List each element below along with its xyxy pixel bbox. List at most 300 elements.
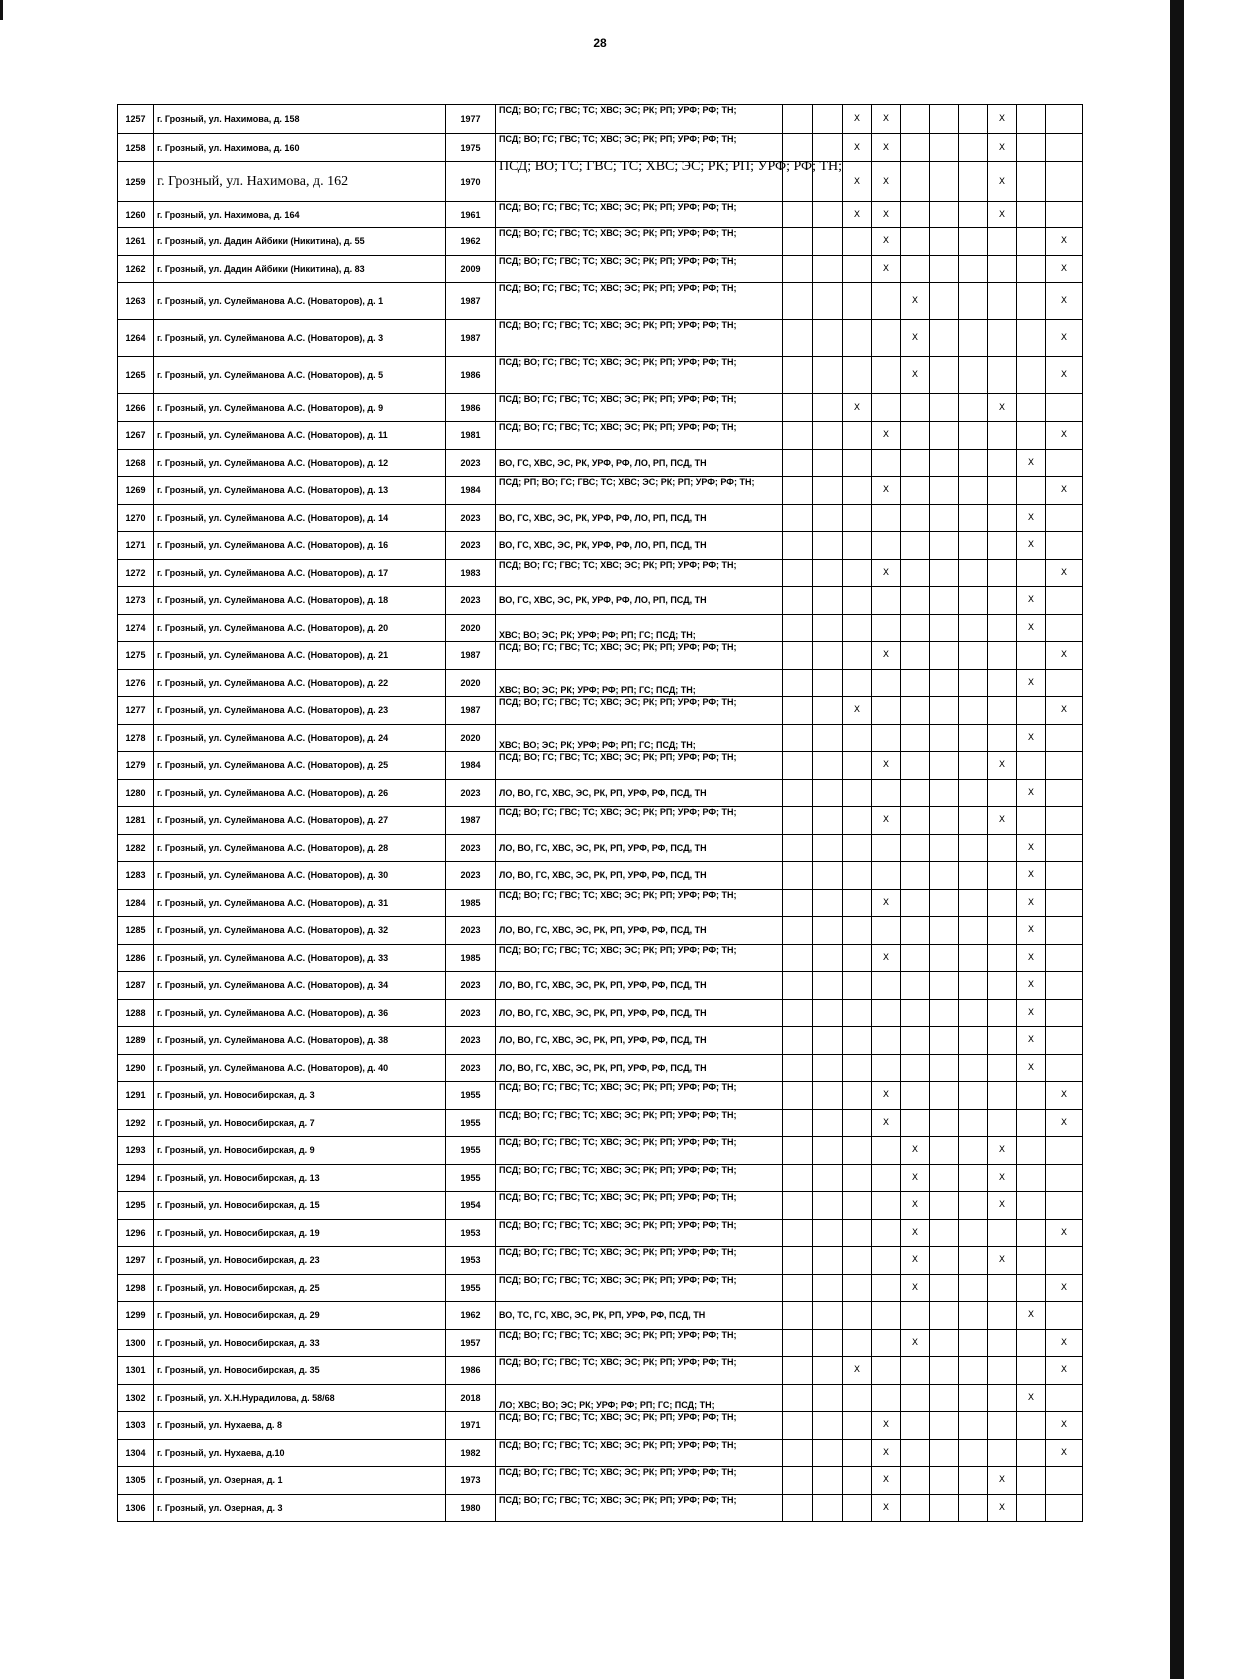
address-cell: г. Грозный, ул. Сулейманова А.С. (Новаторов), д. 20 xyxy=(154,614,446,642)
work-mark-cell xyxy=(959,999,988,1027)
work-mark-cell xyxy=(1017,697,1046,725)
work-mark-cell xyxy=(843,724,872,752)
year-cell: 1971 xyxy=(446,1412,496,1440)
empty-cell xyxy=(1083,1329,1237,1357)
work-mark-cell xyxy=(872,320,901,357)
work-mark-cell xyxy=(813,779,843,807)
work-mark-cell: X xyxy=(1017,532,1046,560)
work-mark-cell xyxy=(1046,587,1083,615)
work-mark-cell xyxy=(783,559,813,587)
year-cell: 1961 xyxy=(446,202,496,228)
work-mark-cell: X xyxy=(1017,779,1046,807)
work-mark-cell xyxy=(783,1219,813,1247)
work-mark-cell xyxy=(813,1329,843,1357)
address-cell: г. Грозный, ул. Сулейманова А.С. (Новаторов), д. 11 xyxy=(154,422,446,450)
work-mark-cell xyxy=(1017,228,1046,256)
work-mark-cell xyxy=(901,669,930,697)
work-mark-cell xyxy=(843,283,872,320)
work-mark-cell xyxy=(959,134,988,162)
work-mark-cell xyxy=(930,162,959,202)
work-mark-cell xyxy=(813,394,843,422)
work-mark-cell xyxy=(901,559,930,587)
work-mark-cell: X xyxy=(872,1412,901,1440)
row-number: 1302 xyxy=(118,1384,154,1412)
address-cell: г. Грозный, ул. Сулейманова А.С. (Новаторов), д. 3 xyxy=(154,320,446,357)
row-number: 1304 xyxy=(118,1439,154,1467)
row-number: 1263 xyxy=(118,283,154,320)
table-row xyxy=(118,1192,1237,1220)
work-mark-cell xyxy=(1017,1494,1046,1522)
work-mark-cell xyxy=(783,1439,813,1467)
empty-cell xyxy=(1083,807,1237,835)
work-mark-cell xyxy=(783,614,813,642)
work-mark-cell xyxy=(959,504,988,532)
work-mark-cell xyxy=(783,1357,813,1385)
address-cell: г. Грозный, ул. Сулейманова А.С. (Новаторов), д. 21 xyxy=(154,642,446,670)
work-mark-cell xyxy=(930,999,959,1027)
work-mark-cell xyxy=(783,917,813,945)
empty-cell xyxy=(1083,1357,1237,1385)
address-cell: г. Грозный, ул. Нахимова, д. 160 xyxy=(154,134,446,162)
work-mark-cell: X xyxy=(872,1467,901,1495)
work-mark-cell: X xyxy=(988,105,1017,134)
work-mark-cell xyxy=(901,1027,930,1055)
empty-cell xyxy=(1083,724,1237,752)
work-mark-cell xyxy=(930,134,959,162)
table-row xyxy=(118,477,1237,505)
work-mark-cell xyxy=(843,972,872,1000)
work-mark-cell xyxy=(783,1467,813,1495)
work-mark-cell xyxy=(872,1192,901,1220)
works-list-cell: ПСД; ВО; ГС; ГВС; ТС; ХВС; ЭС; РК; РП; УРФ; РФ; ТН; xyxy=(496,1357,783,1385)
work-mark-cell: X xyxy=(1017,1302,1046,1330)
year-cell: 1987 xyxy=(446,807,496,835)
work-mark-cell: X xyxy=(901,1219,930,1247)
table-row xyxy=(118,134,1237,162)
registry-body xyxy=(118,105,1237,1522)
work-mark-cell: X xyxy=(901,1329,930,1357)
work-mark-cell xyxy=(1046,1247,1083,1275)
work-mark-cell xyxy=(1017,752,1046,780)
work-mark-cell: X xyxy=(843,105,872,134)
work-mark-cell xyxy=(843,779,872,807)
row-number: 1281 xyxy=(118,807,154,835)
scan-corner-mark xyxy=(0,0,3,20)
work-mark-cell xyxy=(1017,642,1046,670)
work-mark-cell xyxy=(843,1109,872,1137)
work-mark-cell xyxy=(988,972,1017,1000)
work-mark-cell xyxy=(930,105,959,134)
work-mark-cell xyxy=(930,283,959,320)
work-mark-cell xyxy=(930,1247,959,1275)
work-mark-cell xyxy=(959,1247,988,1275)
work-mark-cell xyxy=(988,1302,1017,1330)
empty-cell xyxy=(1083,944,1237,972)
work-mark-cell xyxy=(959,105,988,134)
work-mark-cell xyxy=(813,999,843,1027)
year-cell: 1955 xyxy=(446,1109,496,1137)
work-mark-cell xyxy=(930,320,959,357)
row-number: 1275 xyxy=(118,642,154,670)
work-mark-cell xyxy=(959,422,988,450)
row-number: 1271 xyxy=(118,532,154,560)
work-mark-cell xyxy=(901,1054,930,1082)
work-mark-cell: X xyxy=(1017,972,1046,1000)
work-mark-cell xyxy=(1046,669,1083,697)
work-mark-cell xyxy=(1017,1467,1046,1495)
work-mark-cell xyxy=(930,1439,959,1467)
work-mark-cell xyxy=(930,394,959,422)
work-mark-cell xyxy=(813,642,843,670)
address-cell: г. Грозный, ул. Нахимова, д. 158 xyxy=(154,105,446,134)
table-row xyxy=(118,504,1237,532)
work-mark-cell xyxy=(813,228,843,256)
address-cell: г. Грозный, ул. Новосибирская, д. 15 xyxy=(154,1192,446,1220)
address-cell: г. Грозный, ул. Новосибирская, д. 29 xyxy=(154,1302,446,1330)
work-mark-cell xyxy=(901,162,930,202)
work-mark-cell xyxy=(901,1082,930,1110)
work-mark-cell xyxy=(988,477,1017,505)
work-mark-cell xyxy=(988,834,1017,862)
work-mark-cell xyxy=(1046,1467,1083,1495)
work-mark-cell xyxy=(930,1302,959,1330)
work-mark-cell: X xyxy=(872,422,901,450)
address-cell: г. Грозный, ул. Сулейманова А.С. (Новаторов), д. 30 xyxy=(154,862,446,890)
work-mark-cell xyxy=(813,614,843,642)
address-cell: г. Грозный, ул. Новосибирская, д. 23 xyxy=(154,1247,446,1275)
row-number: 1296 xyxy=(118,1219,154,1247)
year-cell: 1954 xyxy=(446,1192,496,1220)
work-mark-cell xyxy=(959,724,988,752)
empty-cell xyxy=(1083,889,1237,917)
work-mark-cell xyxy=(988,669,1017,697)
works-list-cell: ЛО, ВО, ГС, ХВС, ЭС, РК, РП, УРФ, РФ, ПСД, ТН xyxy=(496,1027,783,1055)
empty-cell xyxy=(1083,477,1237,505)
works-list-cell: ВО, ТС, ГС, ХВС, ЭС, РК, РП, УРФ, РФ, ПСД, ТН xyxy=(496,1302,783,1330)
work-mark-cell xyxy=(1046,862,1083,890)
work-mark-cell xyxy=(959,944,988,972)
work-mark-cell: X xyxy=(1046,477,1083,505)
work-mark-cell xyxy=(930,1274,959,1302)
address-cell: г. Грозный, ул. Сулейманова А.С. (Новаторов), д. 31 xyxy=(154,889,446,917)
year-cell: 2009 xyxy=(446,255,496,283)
works-list-cell: ХВС; ВО; ЭС; РК; УРФ; РФ; РП; ГС; ПСД; ТН; xyxy=(496,724,783,752)
row-number: 1295 xyxy=(118,1192,154,1220)
work-mark-cell xyxy=(988,862,1017,890)
table-row xyxy=(118,944,1237,972)
address-cell: г. Грозный, ул. Озерная, д. 3 xyxy=(154,1494,446,1522)
work-mark-cell: X xyxy=(1046,697,1083,725)
works-list-cell: ПСД; ВО; ГС; ГВС; ТС; ХВС; ЭС; РК; РП; УРФ; РФ; ТН; xyxy=(496,134,783,162)
work-mark-cell xyxy=(843,1494,872,1522)
work-mark-cell xyxy=(959,1384,988,1412)
work-mark-cell: X xyxy=(872,807,901,835)
empty-cell xyxy=(1083,255,1237,283)
address-cell: г. Грозный, ул. Сулейманова А.С. (Новаторов), д. 14 xyxy=(154,504,446,532)
work-mark-cell xyxy=(843,1082,872,1110)
work-mark-cell: X xyxy=(872,1439,901,1467)
empty-cell xyxy=(1083,1302,1237,1330)
work-mark-cell xyxy=(1017,1192,1046,1220)
work-mark-cell: X xyxy=(1017,587,1046,615)
work-mark-cell xyxy=(1046,999,1083,1027)
address-cell: г. Грозный, ул. Сулейманова А.С. (Новаторов), д. 33 xyxy=(154,944,446,972)
works-list-cell: ЛО, ВО, ГС, ХВС, ЭС, РК, РП, УРФ, РФ, ПСД, ТН xyxy=(496,834,783,862)
work-mark-cell xyxy=(1046,807,1083,835)
work-mark-cell xyxy=(813,1192,843,1220)
address-cell: г. Грозный, ул. Нухаева, д.10 xyxy=(154,1439,446,1467)
works-list-cell: ВО, ГС, ХВС, ЭС, РК, УРФ, РФ, ЛО, РП, ПСД, ТН xyxy=(496,587,783,615)
work-mark-cell xyxy=(901,532,930,560)
work-mark-cell xyxy=(783,1109,813,1137)
work-mark-cell: X xyxy=(1017,614,1046,642)
work-mark-cell xyxy=(813,1274,843,1302)
address-cell: г. Грозный, ул. Новосибирская, д. 35 xyxy=(154,1357,446,1385)
work-mark-cell xyxy=(843,1219,872,1247)
table-row xyxy=(118,1027,1237,1055)
work-mark-cell xyxy=(872,1384,901,1412)
year-cell: 1962 xyxy=(446,228,496,256)
work-mark-cell xyxy=(988,587,1017,615)
work-mark-cell xyxy=(872,1137,901,1165)
work-mark-cell xyxy=(783,504,813,532)
work-mark-cell xyxy=(959,1357,988,1385)
address-cell: г. Грозный, ул. Сулейманова А.С. (Новаторов), д. 34 xyxy=(154,972,446,1000)
work-mark-cell xyxy=(813,1247,843,1275)
work-mark-cell xyxy=(872,1247,901,1275)
work-mark-cell: X xyxy=(843,134,872,162)
work-mark-cell xyxy=(843,1054,872,1082)
row-number: 1270 xyxy=(118,504,154,532)
work-mark-cell xyxy=(1046,1494,1083,1522)
work-mark-cell xyxy=(783,1192,813,1220)
work-mark-cell xyxy=(930,1164,959,1192)
table-row xyxy=(118,255,1237,283)
work-mark-cell xyxy=(872,357,901,394)
empty-cell xyxy=(1083,1247,1237,1275)
address-cell: г. Грозный, ул. Новосибирская, д. 3 xyxy=(154,1082,446,1110)
work-mark-cell xyxy=(783,283,813,320)
work-mark-cell xyxy=(813,1054,843,1082)
work-mark-cell xyxy=(1017,1412,1046,1440)
work-mark-cell xyxy=(813,422,843,450)
work-mark-cell xyxy=(901,394,930,422)
work-mark-cell xyxy=(783,999,813,1027)
work-mark-cell xyxy=(813,477,843,505)
row-number: 1291 xyxy=(118,1082,154,1110)
work-mark-cell: X xyxy=(1046,1439,1083,1467)
year-cell: 1970 xyxy=(446,162,496,202)
address-cell: г. Грозный, ул. Сулейманова А.С. (Новаторов), д. 25 xyxy=(154,752,446,780)
work-mark-cell xyxy=(1017,477,1046,505)
table-row xyxy=(118,162,1237,202)
work-mark-cell xyxy=(988,559,1017,587)
work-mark-cell xyxy=(843,587,872,615)
year-cell: 1986 xyxy=(446,394,496,422)
row-number: 1294 xyxy=(118,1164,154,1192)
work-mark-cell xyxy=(901,105,930,134)
empty-cell xyxy=(1083,642,1237,670)
work-mark-cell xyxy=(843,357,872,394)
row-number: 1264 xyxy=(118,320,154,357)
year-cell: 2023 xyxy=(446,587,496,615)
year-cell: 2023 xyxy=(446,999,496,1027)
year-cell: 1953 xyxy=(446,1247,496,1275)
empty-cell xyxy=(1083,559,1237,587)
work-mark-cell xyxy=(930,1027,959,1055)
work-mark-cell xyxy=(783,1329,813,1357)
work-mark-cell: X xyxy=(1046,559,1083,587)
works-list-cell: ПСД; ВО; ГС; ГВС; ТС; ХВС; ЭС; РК; РП; УРФ; РФ; ТН; xyxy=(496,1439,783,1467)
work-mark-cell xyxy=(988,228,1017,256)
work-mark-cell xyxy=(988,1054,1017,1082)
year-cell: 2023 xyxy=(446,834,496,862)
work-mark-cell xyxy=(1046,1164,1083,1192)
works-list-cell: ЛО, ВО, ГС, ХВС, ЭС, РК, РП, УРФ, РФ, ПСД, ТН xyxy=(496,917,783,945)
work-mark-cell xyxy=(813,1384,843,1412)
page-number: 28 xyxy=(593,36,607,50)
work-mark-cell xyxy=(988,1384,1017,1412)
work-mark-cell xyxy=(1046,834,1083,862)
work-mark-cell xyxy=(1017,559,1046,587)
work-mark-cell: X xyxy=(1017,504,1046,532)
work-mark-cell xyxy=(930,1467,959,1495)
year-cell: 2023 xyxy=(446,532,496,560)
work-mark-cell xyxy=(988,1082,1017,1110)
work-mark-cell xyxy=(783,1054,813,1082)
row-number: 1272 xyxy=(118,559,154,587)
work-mark-cell xyxy=(813,1439,843,1467)
works-list-cell: ПСД; ВО; ГС; ГВС; ТС; ХВС; ЭС; РК; РП; УРФ; РФ; ТН; xyxy=(496,394,783,422)
work-mark-cell: X xyxy=(901,320,930,357)
work-mark-cell: X xyxy=(1046,1412,1083,1440)
work-mark-cell xyxy=(843,669,872,697)
work-mark-cell xyxy=(1017,1439,1046,1467)
work-mark-cell: X xyxy=(872,255,901,283)
work-mark-cell: X xyxy=(872,134,901,162)
work-mark-cell xyxy=(988,944,1017,972)
work-mark-cell: X xyxy=(1046,283,1083,320)
row-number: 1260 xyxy=(118,202,154,228)
empty-cell xyxy=(1083,105,1237,134)
empty-cell xyxy=(1083,394,1237,422)
work-mark-cell xyxy=(1017,1329,1046,1357)
work-mark-cell xyxy=(872,587,901,615)
work-mark-cell xyxy=(813,724,843,752)
work-mark-cell xyxy=(930,779,959,807)
row-number: 1269 xyxy=(118,477,154,505)
address-cell: г. Грозный, ул. Сулейманова А.С. (Новаторов), д. 16 xyxy=(154,532,446,560)
table-row xyxy=(118,807,1237,835)
work-mark-cell xyxy=(1017,1082,1046,1110)
work-mark-cell xyxy=(901,477,930,505)
work-mark-cell xyxy=(783,449,813,477)
works-list-cell: ВО, ГС, ХВС, ЭС, РК, УРФ, РФ, ЛО, РП, ПСД, ТН xyxy=(496,504,783,532)
table-row xyxy=(118,559,1237,587)
table-row xyxy=(118,917,1237,945)
work-mark-cell xyxy=(1017,394,1046,422)
row-number: 1268 xyxy=(118,449,154,477)
table-row xyxy=(118,1082,1237,1110)
work-mark-cell xyxy=(813,504,843,532)
works-list-cell: ПСД; ВО; ГС; ГВС; ТС; ХВС; ЭС; РК; РП; УРФ; РФ; ТН; xyxy=(496,320,783,357)
work-mark-cell xyxy=(843,504,872,532)
empty-cell xyxy=(1083,1439,1237,1467)
works-list-cell: ПСД; ВО; ГС; ГВС; ТС; ХВС; ЭС; РК; РП; УРФ; РФ; ТН; xyxy=(496,807,783,835)
work-mark-cell: X xyxy=(988,202,1017,228)
work-mark-cell: X xyxy=(1017,944,1046,972)
work-mark-cell xyxy=(783,1164,813,1192)
empty-cell xyxy=(1083,1467,1237,1495)
work-mark-cell xyxy=(843,862,872,890)
work-mark-cell xyxy=(813,1494,843,1522)
address-cell: г. Грозный, ул. Дадин Айбики (Никитина), д. 55 xyxy=(154,228,446,256)
work-mark-cell: X xyxy=(901,357,930,394)
table-row xyxy=(118,697,1237,725)
work-mark-cell: X xyxy=(872,944,901,972)
work-mark-cell xyxy=(901,642,930,670)
work-mark-cell xyxy=(988,724,1017,752)
work-mark-cell xyxy=(843,477,872,505)
year-cell: 1957 xyxy=(446,1329,496,1357)
table-row xyxy=(118,532,1237,560)
work-mark-cell xyxy=(872,1274,901,1302)
empty-cell xyxy=(1083,972,1237,1000)
address-cell: г. Грозный, ул. Сулейманова А.С. (Новаторов), д. 22 xyxy=(154,669,446,697)
year-cell: 1955 xyxy=(446,1137,496,1165)
work-mark-cell xyxy=(930,559,959,587)
table-row xyxy=(118,972,1237,1000)
table-row xyxy=(118,779,1237,807)
work-mark-cell xyxy=(872,724,901,752)
work-mark-cell xyxy=(959,1219,988,1247)
work-mark-cell xyxy=(959,1137,988,1165)
row-number: 1290 xyxy=(118,1054,154,1082)
work-mark-cell xyxy=(872,394,901,422)
work-mark-cell: X xyxy=(872,228,901,256)
work-mark-cell: X xyxy=(843,1357,872,1385)
row-number: 1288 xyxy=(118,999,154,1027)
work-mark-cell xyxy=(988,999,1017,1027)
work-mark-cell xyxy=(930,357,959,394)
work-mark-cell xyxy=(843,532,872,560)
work-mark-cell xyxy=(930,1192,959,1220)
work-mark-cell xyxy=(901,1384,930,1412)
empty-cell xyxy=(1083,532,1237,560)
work-mark-cell xyxy=(930,1357,959,1385)
works-list-cell: ПСД; ВО; ГС; ГВС; ТС; ХВС; ЭС; РК; РП; УРФ; РФ; ТН; xyxy=(496,697,783,725)
work-mark-cell xyxy=(901,834,930,862)
year-cell: 2023 xyxy=(446,449,496,477)
work-mark-cell xyxy=(988,1274,1017,1302)
year-cell: 1984 xyxy=(446,477,496,505)
work-mark-cell xyxy=(959,283,988,320)
work-mark-cell: X xyxy=(872,1082,901,1110)
row-number: 1262 xyxy=(118,255,154,283)
work-mark-cell xyxy=(843,1302,872,1330)
work-mark-cell xyxy=(813,1467,843,1495)
address-cell: г. Грозный, ул. Сулейманова А.С. (Новаторов), д. 12 xyxy=(154,449,446,477)
year-cell: 1962 xyxy=(446,1302,496,1330)
table-row xyxy=(118,357,1237,394)
work-mark-cell xyxy=(1017,422,1046,450)
work-mark-cell xyxy=(843,228,872,256)
work-mark-cell xyxy=(930,944,959,972)
work-mark-cell xyxy=(988,1219,1017,1247)
work-mark-cell xyxy=(901,724,930,752)
work-mark-cell xyxy=(813,1302,843,1330)
work-mark-cell xyxy=(1046,724,1083,752)
